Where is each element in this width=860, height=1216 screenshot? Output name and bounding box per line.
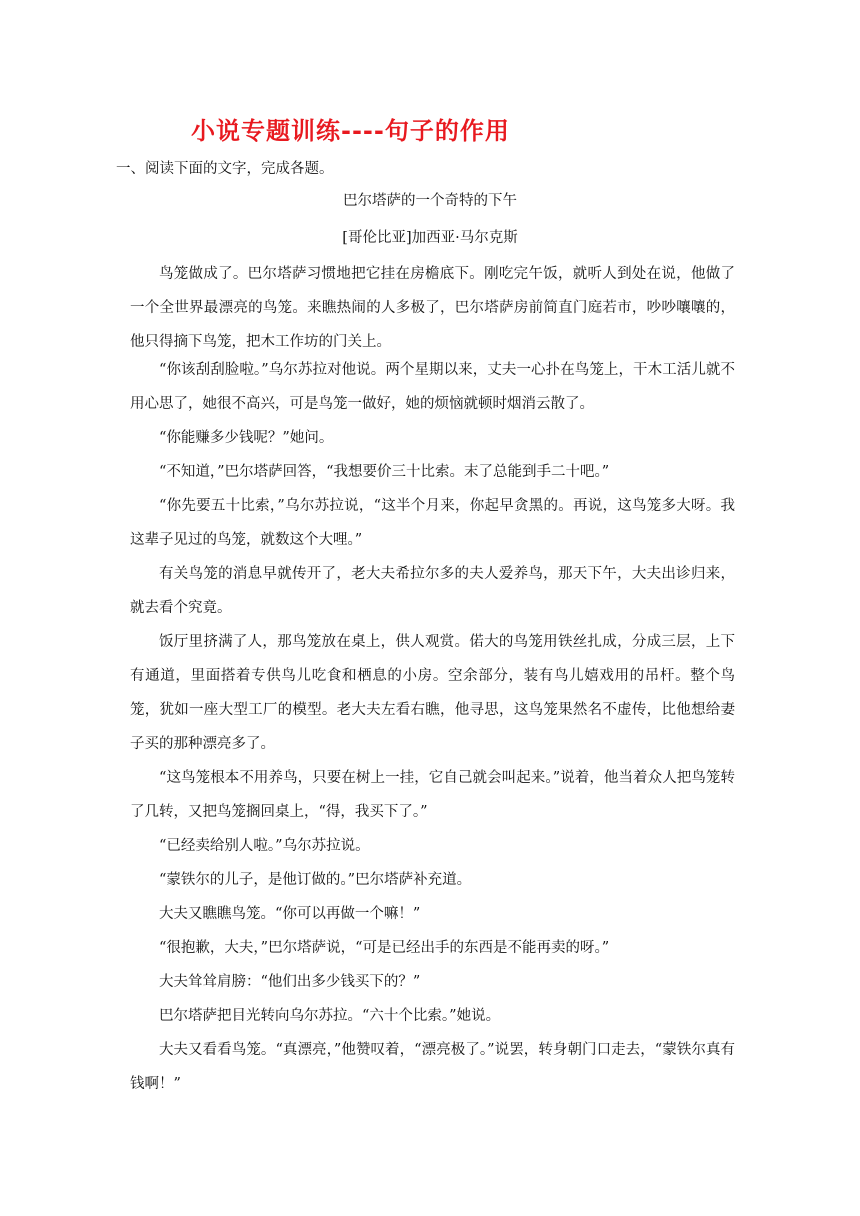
- story-title: 巴尔塔萨的一个奇特的下午: [343, 193, 517, 209]
- paragraph: “你能赚多少钱呢？”她问。: [159, 430, 334, 446]
- paragraph: “你先要五十比索，”乌尔苏拉说，“这半个月来，你起早贪黑的。再说，这鸟笼多大呀。我这辈子见过的鸟笼，就数这个大哩。”: [130, 498, 735, 548]
- paragraph: 大夫又看看鸟笼。“真漂亮，”他赞叹着，“漂亮极了。”说罢，转身朝门口走去，“蒙铁尔真有钱啊！”: [130, 1042, 735, 1092]
- story-author: [哥伦比亚]加西亚·马尔克斯: [342, 230, 518, 246]
- paragraph: 饭厅里挤满了人，那鸟笼放在桌上，供人观赏。偌大的鸟笼用铁丝扎成，分成三层，上下有通道，里面搭着专供鸟儿吃食和栖息的小房。空余部分，装有鸟儿嬉戏用的吊杆。整个鸟笼，犹如一座大型工厂的模型。老大夫左看右瞧，他寻思，这鸟笼果然名不虚传，比他想给妻子买的那种漂亮多了。: [130, 634, 735, 752]
- paragraph: 鸟笼做成了。巴尔塔萨习惯地把它挂在房檐底下。刚吃完午饭，就听人到处在说，他做了一个全世界最漂亮的鸟笼。来瞧热闹的人多极了，巴尔塔萨房前简直门庭若市，吵吵嚷嚷的，他只得摘下鸟笼，把木工作坊的门关上。: [130, 266, 735, 350]
- paragraph: “蒙铁尔的儿子，是他订做的。”巴尔塔萨补充道。: [159, 872, 472, 888]
- paragraph: “你该刮刮脸啦。”乌尔苏拉对他说。两个星期以来，丈夫一心扑在鸟笼上，干木工活儿就不用心思了，她很不高兴，可是鸟笼一做好，她的烦恼就顿时烟消云散了。: [130, 362, 735, 412]
- paragraph: “已经卖给别人啦。”乌尔苏拉说。: [159, 838, 370, 854]
- paragraph: 有关鸟笼的消息早就传开了，老大夫希拉尔多的夫人爱养鸟，那天下午，大夫出诊归来，就去看个究竟。: [130, 566, 735, 616]
- paragraph: 大夫耸耸肩膀：“他们出多少钱买下的？”: [159, 974, 421, 990]
- paragraph: 巴尔塔萨把目光转向乌尔苏拉。“六十个比索。”她说。: [159, 1008, 501, 1024]
- paragraph: “很抱歉，大夫，”巴尔塔萨说，“可是已经出手的东西是不能再卖的呀。”: [159, 940, 610, 956]
- section-heading: 一、阅读下面的文字，完成各题。: [116, 161, 334, 177]
- document-title: 小说专题训练----句子的作用: [191, 117, 510, 145]
- paragraph: “不知道，”巴尔塔萨回答，“我想要价三十比索。末了总能到手二十吧。”: [159, 464, 610, 480]
- paragraph: “这鸟笼根本不用养鸟，只要在树上一挂，它自己就会叫起来。”说着，他当着众人把鸟笼转了几转，又把鸟笼搁回桌上，“得，我买下了。”: [130, 770, 735, 820]
- paragraph: 大夫又瞧瞧鸟笼。“你可以再做一个嘛！”: [159, 906, 421, 922]
